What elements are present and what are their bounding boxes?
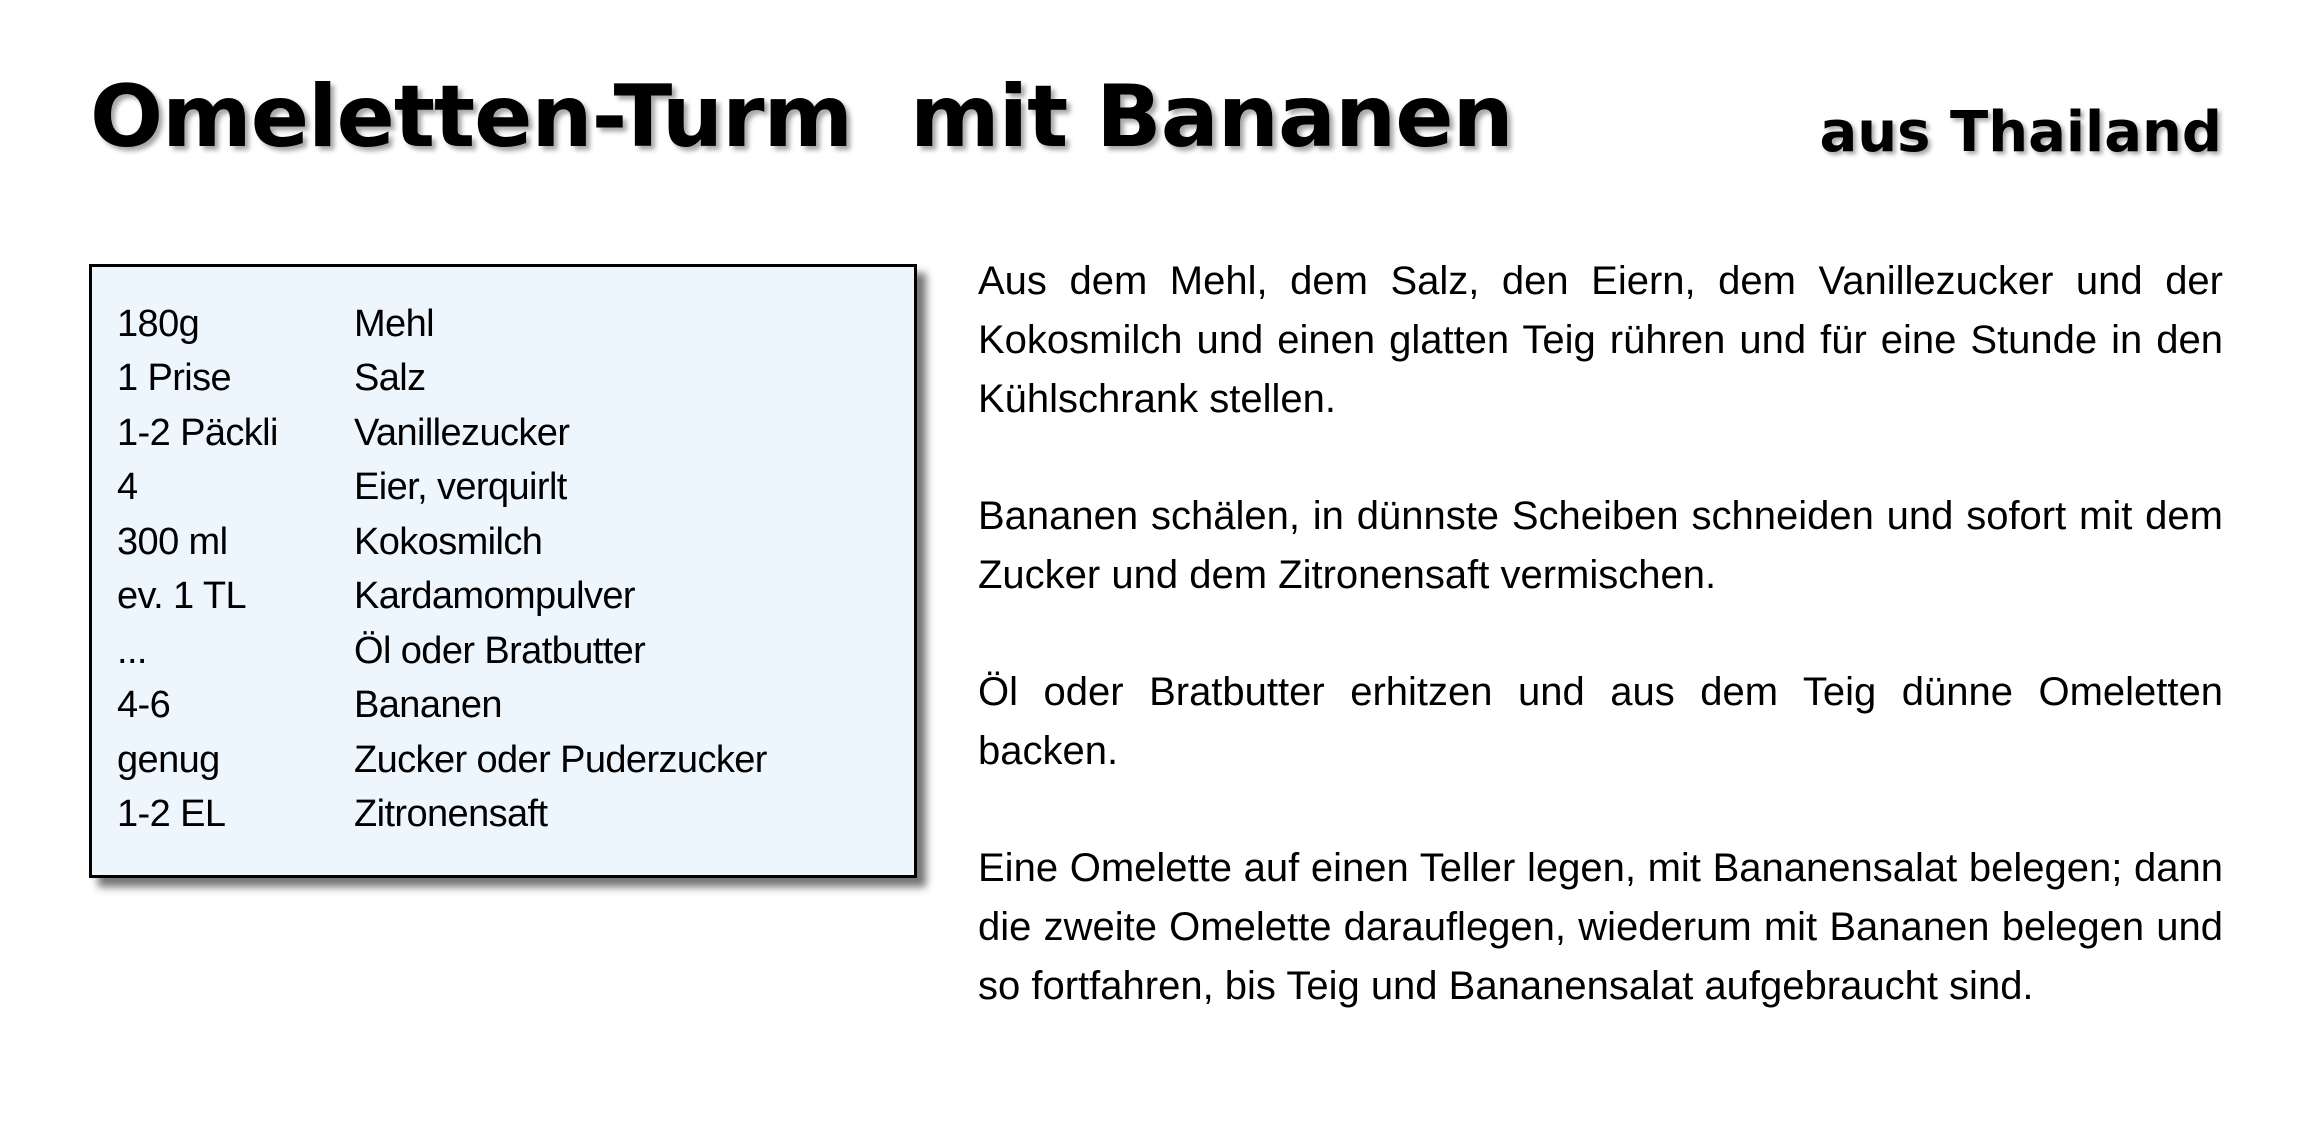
recipe-origin: aus Thailand bbox=[1819, 100, 2222, 165]
ingredient-row bbox=[117, 733, 914, 788]
instruction-step-2: Bananen schälen, in dünnste Scheiben schneiden und sofort mit dem Zucker und dem Zitronensaft vermischen. bbox=[978, 494, 2223, 597]
ingredient-name: Bananen bbox=[354, 684, 502, 727]
ingredient-name: Zitronensaft bbox=[354, 793, 548, 836]
ingredient-quantity: ... bbox=[117, 629, 147, 672]
ingredient-quantity: genug bbox=[117, 738, 220, 781]
ingredient-quantity: 1-2 EL bbox=[117, 793, 226, 836]
ingredient-quantity: 1 Prise bbox=[117, 357, 232, 400]
ingredient-name: Kokosmilch bbox=[354, 520, 543, 563]
ingredient-name: Kardamompulver bbox=[354, 575, 635, 618]
ingredient-row bbox=[117, 461, 914, 516]
ingredient-name: Vanillezucker bbox=[354, 411, 570, 454]
ingredients-box bbox=[89, 264, 917, 878]
ingredient-name: Eier, verquirlt bbox=[354, 466, 567, 509]
ingredient-quantity: 300 ml bbox=[117, 520, 228, 563]
instruction-step-4: Eine Omelette auf einen Teller legen, mit Bananensalat belegen; dann die zweite Omelette darauflegen, wiederum mit Bananen belegen und so fortfahren, bis Teig und Bananensalat aufgebraucht sind. bbox=[978, 846, 2223, 1008]
ingredient-name: Öl oder Bratbutter bbox=[354, 629, 646, 672]
recipe-title: Omeletten-Turm mit Bananen bbox=[90, 67, 1513, 167]
ingredient-row bbox=[117, 515, 914, 570]
ingredient-quantity: 4 bbox=[117, 466, 138, 509]
ingredient-row bbox=[117, 406, 914, 461]
ingredient-quantity: 1-2 Päckli bbox=[117, 411, 278, 454]
ingredient-row bbox=[117, 624, 914, 679]
instruction-step-1: Aus dem Mehl, dem Salz, den Eiern, dem Vanillezucker und der Kokosmilch und einen glatten Teig rühren und für eine Stunde in den Kühlschrank stellen. bbox=[978, 259, 2223, 421]
ingredient-row bbox=[117, 352, 914, 407]
ingredient-row bbox=[117, 570, 914, 625]
instructions bbox=[978, 252, 2223, 1016]
ingredient-name: Mehl bbox=[354, 302, 434, 345]
ingredient-row bbox=[117, 679, 914, 734]
ingredient-name: Salz bbox=[354, 357, 426, 400]
ingredient-quantity: 180g bbox=[117, 302, 200, 345]
ingredient-row bbox=[117, 297, 914, 352]
ingredient-row bbox=[117, 788, 914, 843]
ingredient-quantity: 4-6 bbox=[117, 684, 171, 727]
instruction-step-3: Öl oder Bratbutter erhitzen und aus dem Teig dünne Omeletten backen. bbox=[978, 670, 2223, 773]
ingredient-name: Zucker oder Puderzucker bbox=[354, 738, 767, 781]
ingredient-quantity: ev. 1 TL bbox=[117, 575, 246, 618]
